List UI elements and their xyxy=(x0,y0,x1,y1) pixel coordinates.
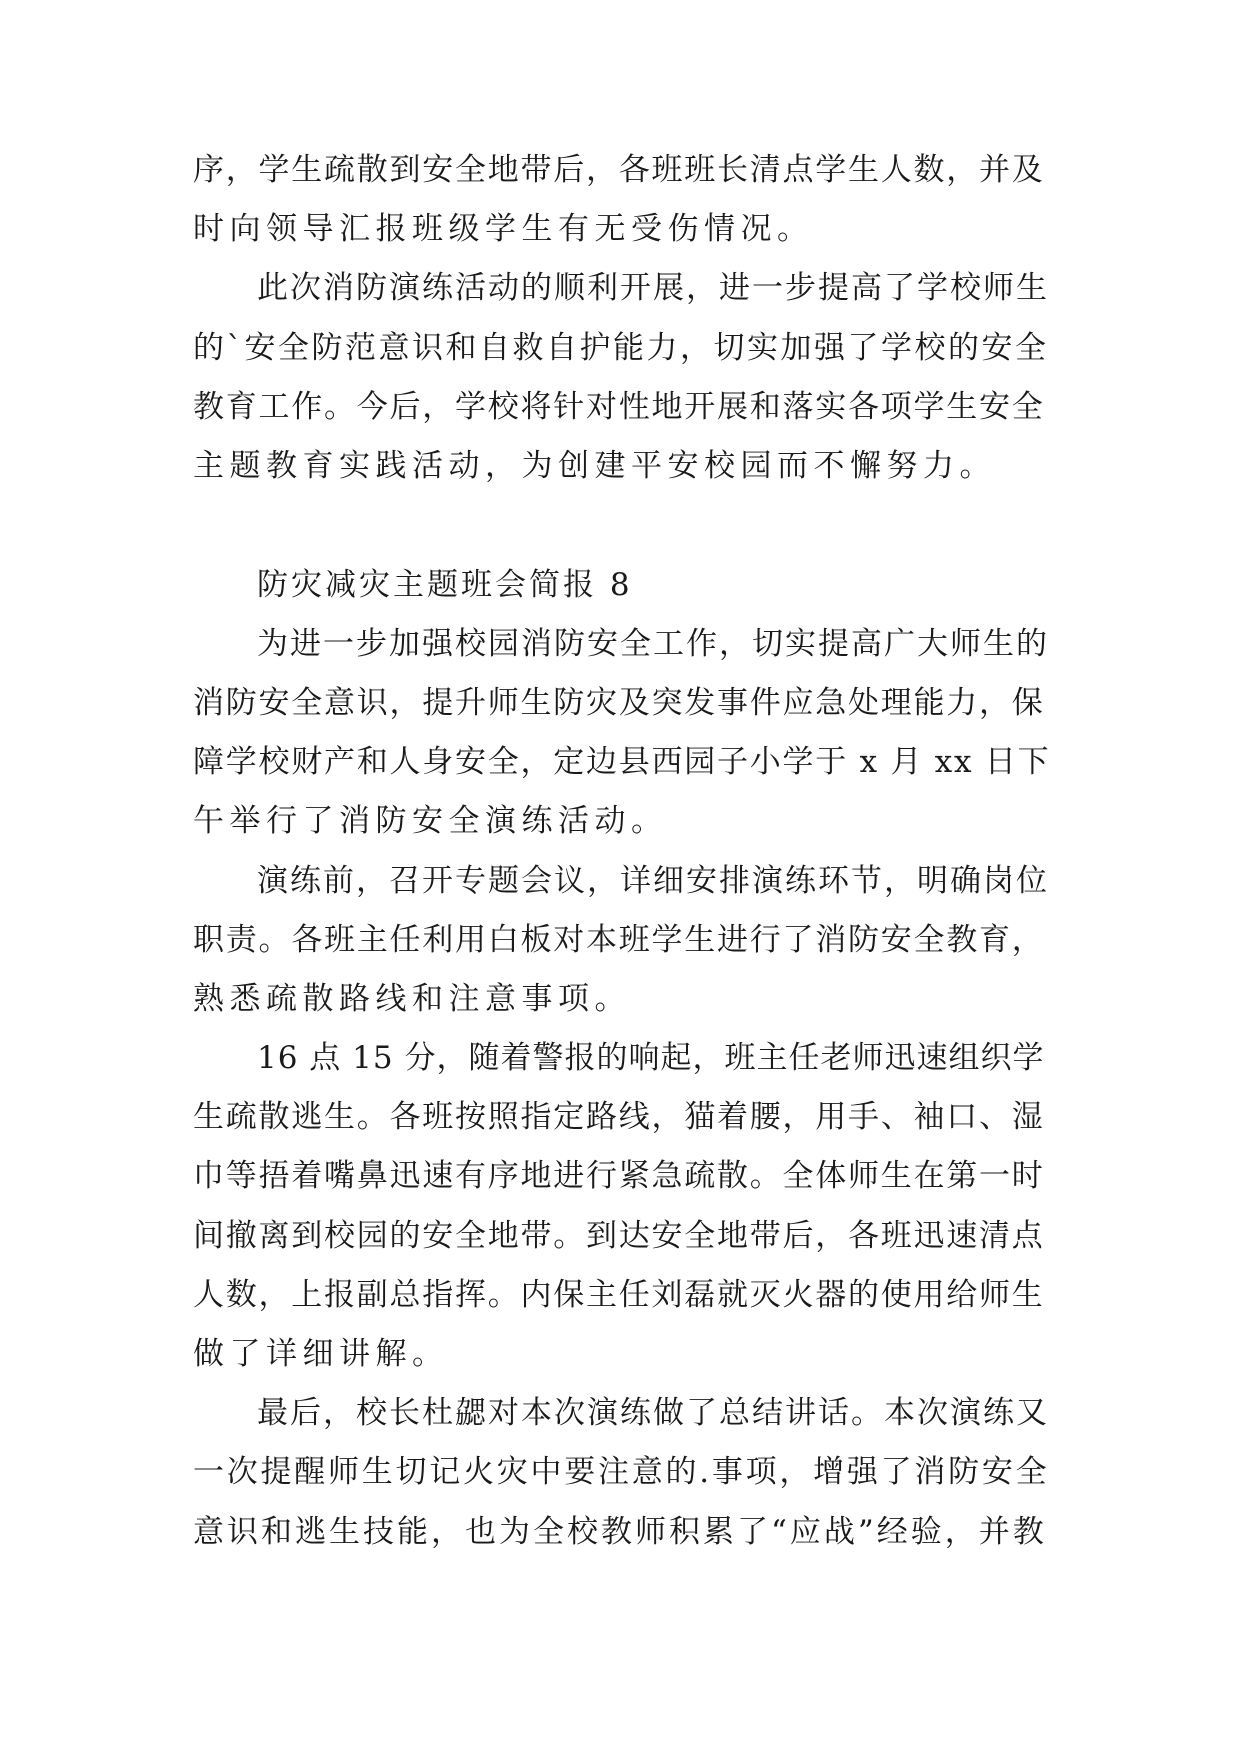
text-line: 时向领导汇报班级学生有无受伤情况。 xyxy=(193,211,814,247)
text-line: 主题教育实践活动，为创建平安校园而不懈努力。 xyxy=(193,448,996,484)
text-line: 职责。各班主任利用白板对本班学生进行了消防安全教育， xyxy=(193,922,1045,958)
text-line: 障学校财产和人身安全，定边县西园子小学于 x 月 xx 日下 xyxy=(193,744,1051,780)
text-line: 巾等捂着嘴鼻迅速有序地进行紧急疏散。全体师生在第一时 xyxy=(193,1158,1045,1194)
text-line: 16 点 15 分，随着警报的响起，班主任老师迅速组织学 xyxy=(257,1040,1045,1076)
text-line: 熟悉疏散路线和注意事项。 xyxy=(193,981,631,1017)
text-line: 演练前，召开专题会议，详细安排演练环节，明确岗位 xyxy=(257,863,1049,899)
text-line: 意识和逃生技能，也为全校教师积累了“应战”经验，并教 xyxy=(193,1514,1047,1550)
section-title: 防灾减灾主题班会简报 8 xyxy=(257,567,633,603)
text-line: 教育工作。今后，学校将针对性地开展和落实各项学生安全 xyxy=(193,389,1045,425)
text-line: 一次提醒师生切记火灾中要注意的.事项，增强了消防安全 xyxy=(193,1454,1050,1490)
text-line: 午举行了消防安全演练活动。 xyxy=(193,803,668,839)
text-line: 做了详细讲解。 xyxy=(193,1336,449,1372)
text-line: 为进一步加强校园消防安全工作，切实提高广大师生的 xyxy=(257,626,1049,662)
text-line: 最后，校长杜勰对本次演练做了总结讲话。本次演练又 xyxy=(257,1395,1049,1431)
text-line: 序，学生疏散到安全地带后，各班班长清点学生人数，并及 xyxy=(193,152,1045,188)
text-line: 的`安全防范意识和自救自护能力，切实加强了学校的安全 xyxy=(193,330,1049,366)
text-line: 此次消防演练活动的顺利开展，进一步提高了学校师生 xyxy=(257,270,1049,306)
text-line: 生疏散逃生。各班按照指定路线，猫着腰，用手、袖口、湿 xyxy=(193,1099,1045,1135)
text-line: 消防安全意识，提升师生防灾及突发事件应急处理能力，保 xyxy=(193,685,1045,721)
text-line: 人数，上报副总指挥。内保主任刘磊就灭火器的使用给师生 xyxy=(193,1277,1045,1313)
text-line: 间撤离到校园的安全地带。到达安全地带后，各班迅速清点 xyxy=(193,1218,1045,1254)
